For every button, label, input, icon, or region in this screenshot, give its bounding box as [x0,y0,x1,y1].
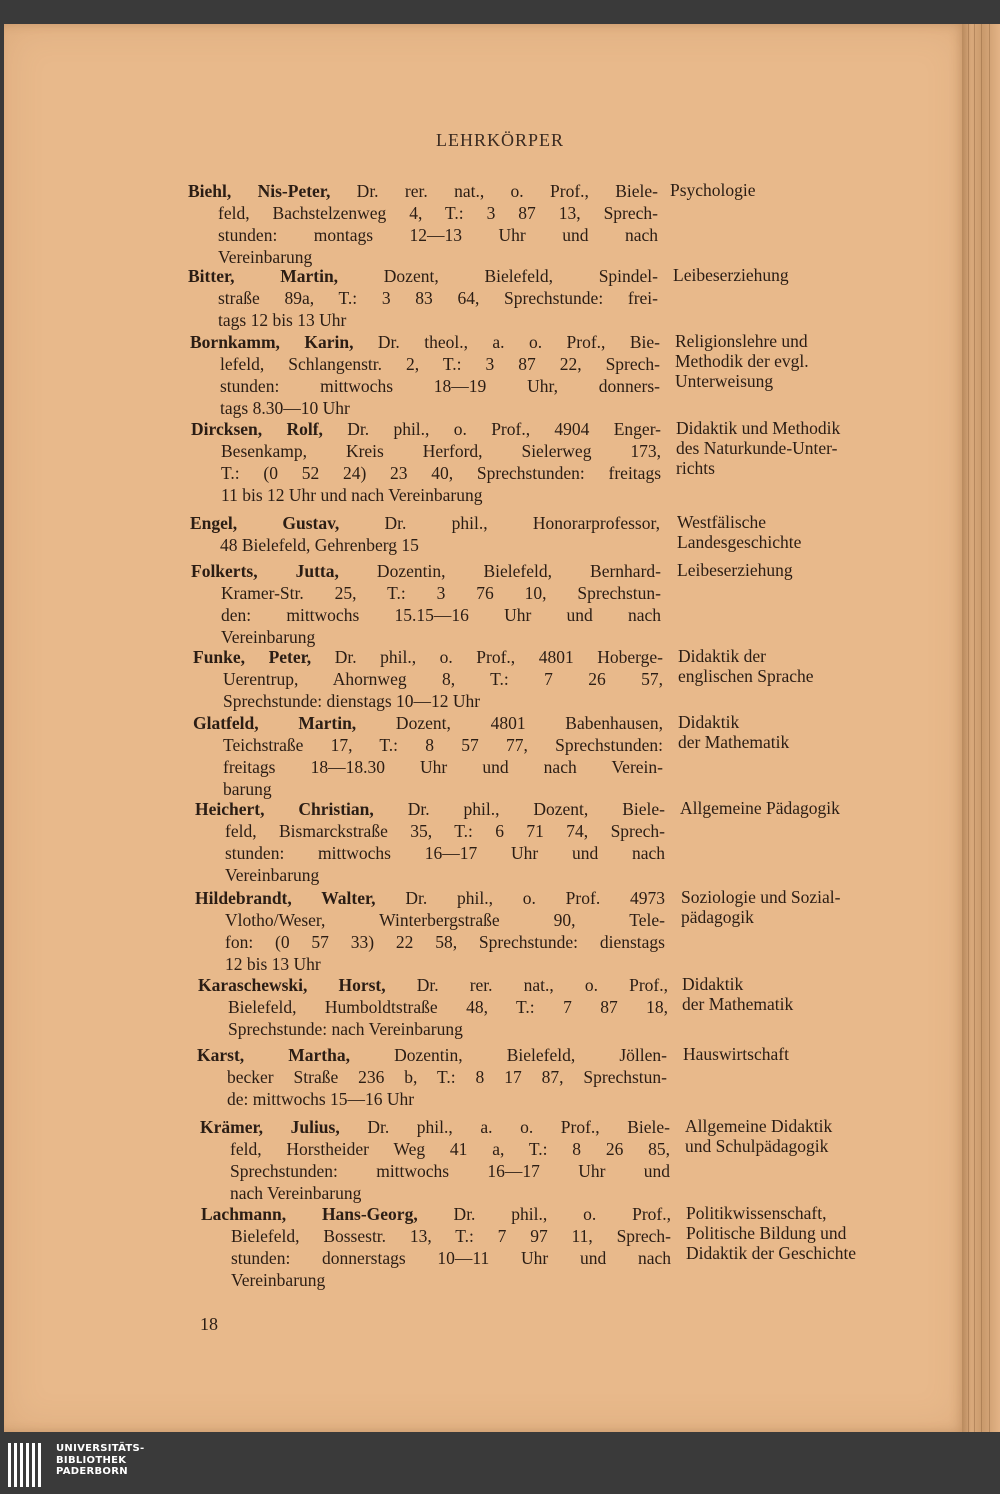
entry-detail-line: stunden: mittwochs 18—19 Uhr, donners- [220,376,660,396]
entry-detail-line: tags 12 bis 13 Uhr [218,310,347,330]
faculty-title: Dr. phil., o. Prof., 4904 Enger- [322,419,662,439]
subject-line: Politische Bildung und [686,1223,847,1243]
entry-subject [686,1203,946,1263]
entry-details [193,646,663,712]
entry-detail-line: feld, Horstheider Weg 41 a, T.: 8 26 85, [230,1139,670,1159]
entry-details [198,974,668,1040]
subject-line: Didaktik und Methodik [676,418,841,438]
subject-line: der Mathematik [682,994,794,1014]
entry-subject [673,265,933,285]
entry-detail-line: stunden: montags 12—13 Uhr und nach [218,225,658,245]
entry-detail-line: feld, Bismarckstraße 35, T.: 6 71 74, Sprech- [225,821,665,841]
subject-line: Politikwissenschaft, [686,1203,827,1223]
entry-detail-line: Kramer-Str. 25, T.: 3 76 10, Sprechstun- [221,583,661,603]
faculty-title: Dr. rer. nat., o. Prof., [385,975,668,995]
entry-subject [680,798,940,818]
subject-line: Unterweisung [675,371,774,391]
entry-detail-line: lefeld, Schlangenstr. 2, T.: 3 87 22, Sprech- [220,354,660,374]
entry-subject [677,560,937,580]
faculty-name: Karst, Martha, [197,1045,350,1065]
faculty-title: Dr. phil., Dozent, Biele- [373,799,665,819]
entry-first-line [191,560,661,582]
subject-line: Leibeserziehung [677,560,793,580]
entry-detail-line: 12 bis 13 Uhr [225,954,321,974]
page-number: 18 [200,1314,218,1334]
entry-first-line [193,646,663,668]
entry-detail-line: Bielefeld, Bossestr. 13, T.: 7 97 11, Sprech- [231,1226,671,1246]
entry-detail-line: 11 bis 12 Uhr und nach Vereinbarung [221,485,483,505]
subject-line: Leibeserziehung [673,265,789,285]
faculty-title: Dr. phil., o. Prof., [417,1204,671,1224]
entry-detail-line: nach Vereinbarung [230,1183,362,1203]
faculty-name: Karaschewski, Horst, [198,975,386,995]
entry-detail-line: Vereinbarung [218,247,313,267]
faculty-name: Heichert, Christian, [195,799,374,819]
entry-first-line [197,1044,667,1066]
page-edges [962,24,1000,1432]
entry-detail-line: Vereinbarung [221,627,316,647]
entry-details [190,512,660,556]
entry-first-line [195,887,665,909]
faculty-name: Engel, Gustav, [190,513,340,533]
subject-line: Methodik der evgl. [675,351,809,371]
faculty-name: Bornkamm, Karin, [190,332,354,352]
entry-first-line [190,512,660,534]
entry-detail-line: Besenkamp, Kreis Herford, Sielerweg 173, [221,441,661,461]
entry-details [193,712,663,800]
entry-first-line [200,1116,670,1138]
subject-line: pädagogik [681,907,754,927]
subject-line: und Schulpädagogik [685,1136,829,1156]
subject-line: Didaktik [678,712,740,732]
faculty-title: Dr. phil., o. Prof. 4973 [375,888,665,908]
subject-line: Psychologie [670,180,756,200]
faculty-title: Dr. rer. nat., o. Prof., Biele- [330,181,659,201]
entry-detail-line: Sprechstunden: mittwochs 16—17 Uhr und [230,1161,670,1181]
library-logo-text: UNIVERSITÄTS- BIBLIOTHEK PADERBORN [56,1443,145,1477]
faculty-name: Folkerts, Jutta, [191,561,339,581]
entry-detail-line: 48 Bielefeld, Gehrenberg 15 [220,535,419,555]
entry-detail-line: freitags 18—18.30 Uhr und nach Verein- [223,757,663,777]
entry-details [188,265,658,331]
entry-detail-line: Vlotho/Weser, Winterbergstraße 90, Tele- [225,910,665,930]
subject-line: Didaktik [682,974,744,994]
faculty-title: Dr. phil., Honorarprofessor, [339,513,660,533]
faculty-name: Hildebrandt, Walter, [195,888,376,908]
subject-line: Didaktik der Geschichte [686,1243,857,1263]
entry-detail-line: Vereinbarung [231,1270,326,1290]
entry-detail-line: den: mittwochs 15.15—16 Uhr und nach [221,605,661,625]
faculty-name: Lachmann, Hans-Georg, [201,1204,418,1224]
entry-details [188,180,658,268]
entry-detail-line: Teichstraße 17, T.: 8 57 77, Sprechstunden: [223,735,663,755]
entry-subject [675,331,935,391]
entry-detail-line: stunden: donnerstags 10—11 Uhr und nach [231,1248,671,1268]
entry-detail-line: feld, Bachstelzenweg 4, T.: 3 87 13, Sprech- [218,203,658,223]
subject-line: Didaktik der [678,646,766,666]
faculty-title: Dozent, Bielefeld, Spindel- [338,266,658,286]
page-title: LEHRKÖRPER [435,130,564,150]
entry-detail-line: Sprechstunde: dienstags 10—12 Uhr [223,691,481,711]
subject-line: Hauswirtschaft [683,1044,789,1064]
entry-subject [678,646,938,686]
entry-subject [685,1116,945,1156]
entry-detail-line: Sprechstunde: nach Vereinbarung [228,1019,463,1039]
subject-line: des Naturkunde-Unter- [676,438,838,458]
faculty-title: Dr. phil., o. Prof., 4801 Hoberge- [311,647,663,667]
subject-line: der Mathematik [678,732,790,752]
faculty-name: Biehl, Nis-Peter, [188,181,331,201]
entry-subject [682,974,942,1014]
subject-line: englischen Sprache [678,666,814,686]
entry-detail-line: stunden: mittwochs 16—17 Uhr und nach [225,843,665,863]
entry-detail-line: T.: (0 52 24) 23 40, Sprechstunden: freitags [221,463,661,483]
library-logo [8,1441,188,1489]
entry-detail-line: de: mittwochs 15—16 Uhr [227,1089,415,1109]
entry-details [191,560,661,648]
faculty-name: Glatfeld, Martin, [193,713,357,733]
faculty-title: Dr. theol., a. o. Prof., Bie- [353,332,660,352]
faculty-title: Dozentin, Bielefeld, Bernhard- [338,561,661,581]
entry-details [197,1044,667,1110]
subject-line: richts [676,458,715,478]
entry-first-line [190,331,660,353]
entry-details [200,1116,670,1204]
entry-first-line [191,418,661,440]
subject-line: Religionslehre und [675,331,808,351]
entry-subject [676,418,936,478]
entry-first-line [188,265,658,287]
entry-details [191,418,661,506]
library-logo-icon [8,1441,48,1489]
entry-details [190,331,660,419]
entry-detail-line: fon: (0 57 33) 22 58, Sprechstunde: dienstags [225,932,665,952]
entry-subject [670,180,930,200]
entry-subject [677,512,937,552]
faculty-name: Bitter, Martin, [188,266,339,286]
faculty-title: Dozentin, Bielefeld, Jöllen- [349,1045,667,1065]
entry-first-line [188,180,658,202]
faculty-name: Funke, Peter, [193,647,312,667]
entry-detail-line: Uerentrup, Ahornweg 8, T.: 7 26 57, [223,669,663,689]
entry-details [201,1203,671,1291]
subject-line: Westfälische [677,512,766,532]
subject-line: Allgemeine Didaktik [685,1116,833,1136]
faculty-name: Krämer, Julius, [200,1117,340,1137]
entry-detail-line: barung [223,779,272,799]
entry-details [195,798,665,886]
entry-detail-line: straße 89a, T.: 3 83 64, Sprechstunde: frei- [218,288,658,308]
entry-subject [683,1044,943,1064]
entry-subject [678,712,938,752]
entry-detail-line: Bielefeld, Humboldtstraße 48, T.: 7 87 18, [228,997,668,1017]
entry-first-line [195,798,665,820]
subject-line: Soziologie und Sozial- [681,887,841,907]
faculty-title: Dozent, 4801 Babenhausen, [356,713,663,733]
entry-details [195,887,665,975]
entry-subject [681,887,941,927]
entry-detail-line: becker Straße 236 b, T.: 8 17 87, Sprechstun- [227,1067,667,1087]
subject-line: Allgemeine Pädagogik [680,798,840,818]
entry-first-line [201,1203,671,1225]
faculty-name: Dircksen, Rolf, [191,419,323,439]
entry-detail-line: tags 8.30—10 Uhr [220,398,350,418]
subject-line: Landesgeschichte [677,532,802,552]
entry-first-line [193,712,663,734]
entry-detail-line: Vereinbarung [225,865,320,885]
faculty-title: Dr. phil., a. o. Prof., Biele- [339,1117,671,1137]
entry-first-line [198,974,668,996]
